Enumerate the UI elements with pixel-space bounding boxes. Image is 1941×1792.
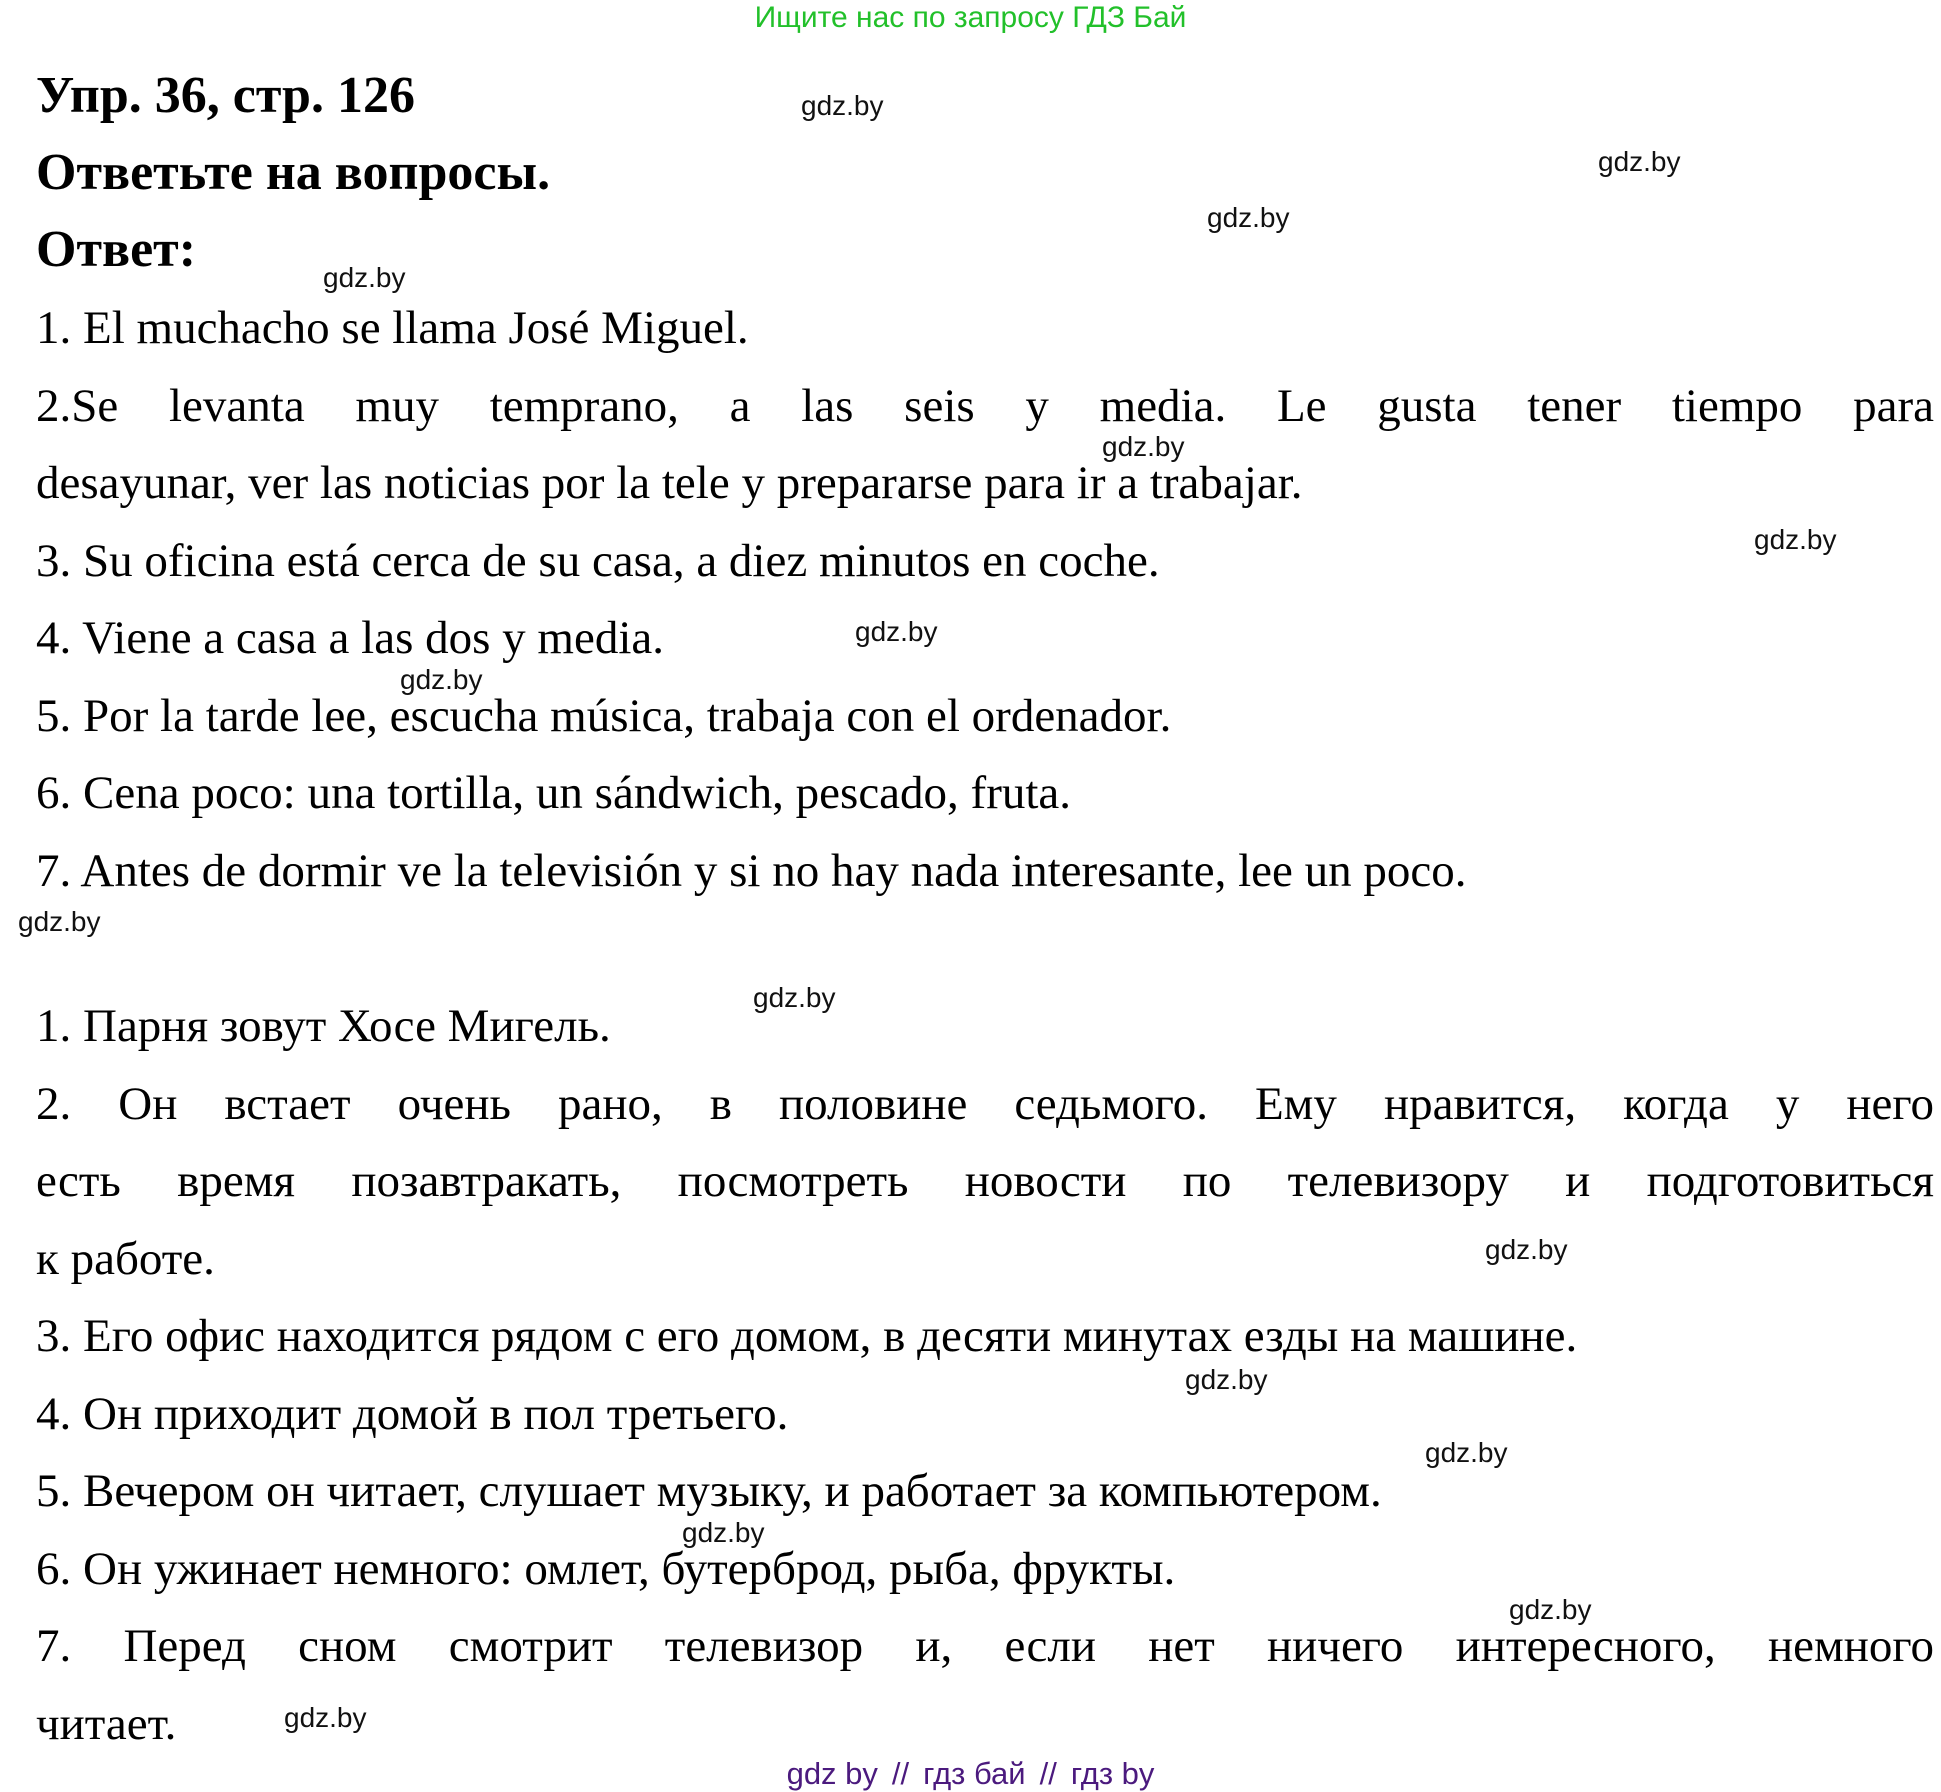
watermark: gdz.by <box>855 616 938 647</box>
footer-links <box>0 1756 1941 1792</box>
watermark: gdz.by <box>284 1702 367 1733</box>
watermark: gdz.by <box>1485 1234 1568 1265</box>
russian-answer-7a: 7. Перед сном смотрит телевизор и, если нет ничего интересного, немного <box>36 1620 1934 1672</box>
spanish-answer-2b: desayunar, ver las noticias por la tele y prepararse para ir a trabajar. <box>36 457 1303 509</box>
russian-answer-2a: 2. Он встает очень рано, в половине седьмого. Ему нравится, когда у него <box>36 1078 1934 1130</box>
footer-item: gdz by <box>786 1756 878 1791</box>
watermark: gdz.by <box>801 90 884 121</box>
search-banner: Ищите нас по запросу ГДЗ Бай <box>754 1 1187 34</box>
watermark: gdz.by <box>1425 1437 1508 1468</box>
watermark: gdz.by <box>1185 1364 1268 1395</box>
russian-answer-7b: читает. <box>36 1698 177 1750</box>
spanish-answer-5: 5. Por la tarde lee, escucha música, trabaja con el ordenador. <box>36 690 1172 742</box>
footer-item: гдз бай <box>923 1756 1026 1791</box>
footer-separator: // <box>1039 1756 1057 1791</box>
russian-answer-6: 6. Он ужинает немного: омлет, бутерброд, рыба, фрукты. <box>36 1543 1176 1595</box>
russian-answer-5: 5. Вечером он читает, слушает музыку, и работает за компьютером. <box>36 1465 1382 1517</box>
russian-answer-1: 1. Парня зовут Хосе Мигель. <box>36 1000 611 1052</box>
exercise-title: Упр. 36, стр. 126 <box>36 67 415 124</box>
watermark: gdz.by <box>400 664 483 695</box>
spanish-answer-7: 7. Antes de dormir ve la televisión y si no hay nada interesante, lee un poco. <box>36 845 1467 897</box>
answer-label: Ответ: <box>36 221 197 278</box>
watermark: gdz.by <box>1509 1594 1592 1625</box>
spanish-answer-6: 6. Cena poco: una tortilla, un sándwich, pescado, fruta. <box>36 767 1072 819</box>
watermark: gdz.by <box>1102 431 1185 462</box>
footer-item: гдз by <box>1070 1756 1155 1791</box>
watermark: gdz.by <box>682 1517 765 1548</box>
spanish-answer-3: 3. Su oficina está cerca de su casa, a diez minutos en coche. <box>36 535 1160 587</box>
watermark: gdz.by <box>1754 524 1837 555</box>
spanish-answer-1: 1. El muchacho se llama José Miguel. <box>36 302 749 354</box>
spanish-answer-4: 4. Viene a casa a las dos y media. <box>36 612 664 664</box>
task-title: Ответьте на вопросы. <box>36 144 551 201</box>
russian-answer-4: 4. Он приходит домой в пол третьего. <box>36 1388 789 1440</box>
watermark: gdz.by <box>1207 202 1290 233</box>
watermark: gdz.by <box>1598 146 1681 177</box>
footer-separator: // <box>891 1756 910 1791</box>
spanish-answer-2a: 2.Se levanta muy temprano, a las seis y media. Le gusta tener tiempo para <box>36 380 1934 432</box>
russian-answer-3: 3. Его офис находится рядом с его домом, в десяти минутах езды на машине. <box>36 1310 1578 1362</box>
russian-answer-2b: есть время позавтракать, посмотреть новости по телевизору и подготовиться <box>36 1155 1934 1207</box>
russian-answer-2c: к работе. <box>36 1233 215 1285</box>
watermark: gdz.by <box>18 906 101 937</box>
watermark: gdz.by <box>753 982 836 1013</box>
watermark: gdz.by <box>323 262 406 293</box>
